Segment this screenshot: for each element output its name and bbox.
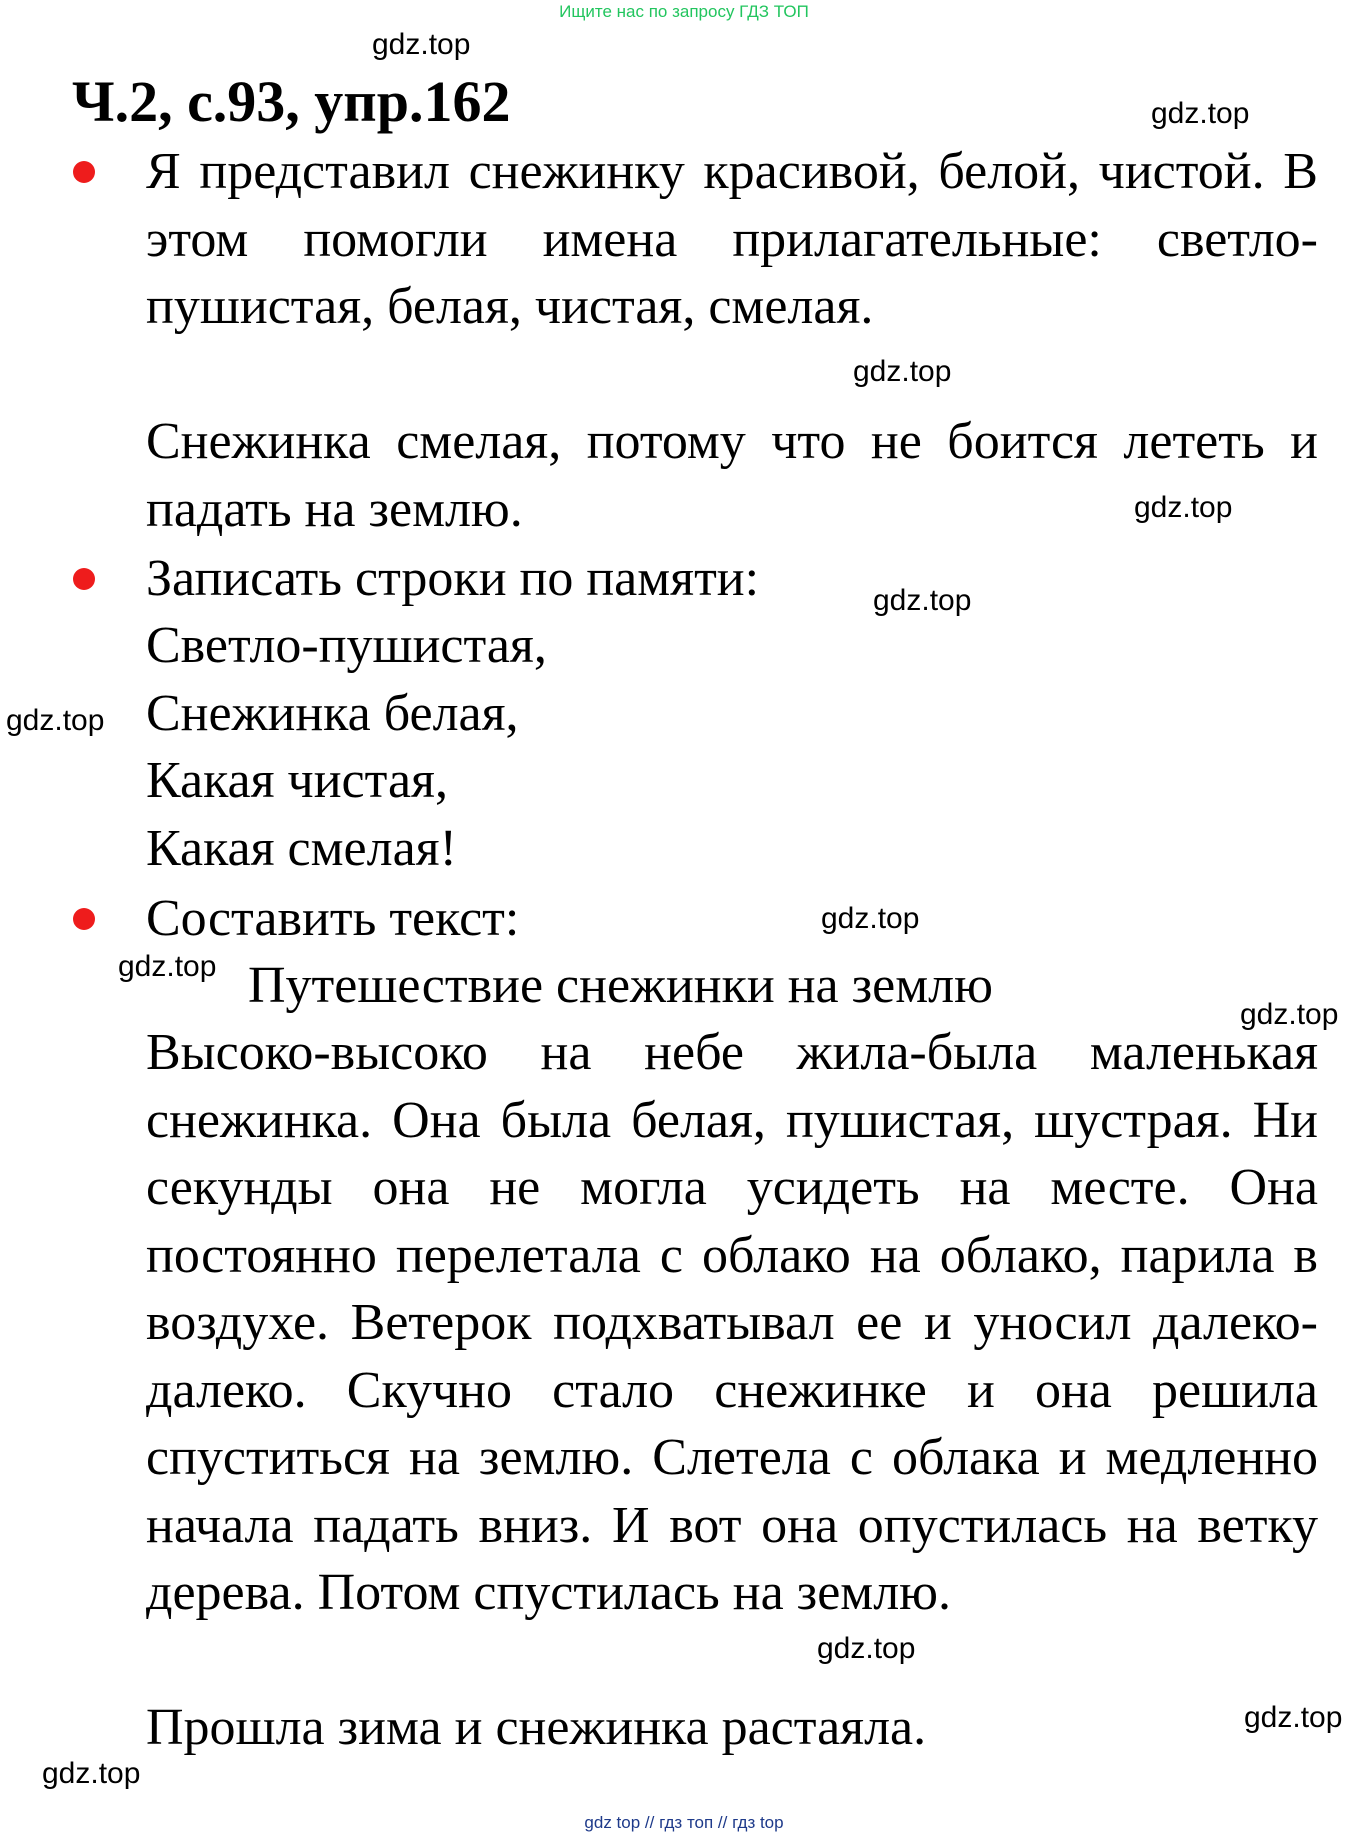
story-text: Высоко-высоко на небе жила-была маленькая снежинка. Она была белая, пушистая, шустрая. Ни секунды она не могла усидеть на месте. Она постоянно перелетала с облако на облако, парила в воздухе. Ветерок подхватывал ее и уносил далеко-далеко. Скучно стало снежинке и она решила спуститься на землю. Слетела с облака и медленно начала падать вниз. И вот она опустилась на ветку дерева. Потом спустилась на землю.: [146, 1024, 1318, 1621]
search-banner[interactable]: Ищите нас по запросу ГДЗ ТОП: [559, 2, 809, 21]
answer-paragraph-1: Я представил снежинку красивой, белой, чистой. В этом помогли имена прилагательные: светло-пушистая, белая, чистая, смелая.: [146, 143, 1318, 335]
footer-links[interactable]: gdz top // гдз топ // гдз top: [584, 1813, 784, 1832]
watermark: gdz.top: [1151, 97, 1250, 130]
answer-paragraph-2: Снежинка смелая, потому что не боится лететь и падать на землю.: [146, 413, 1318, 538]
watermark: gdz.top: [1134, 491, 1233, 524]
watermark: gdz.top: [118, 950, 217, 983]
watermark: gdz.top: [1240, 998, 1339, 1031]
bullet-icon: [73, 568, 95, 590]
story-title: Путешествие снежинки на землю: [248, 957, 993, 1014]
page-title: Ч.2, с.93, упр.162: [72, 69, 511, 134]
bullet-icon: [73, 161, 95, 183]
watermark: gdz.top: [6, 704, 105, 737]
memory-line-4: Какая смелая!: [146, 820, 457, 877]
watermark: gdz.top: [42, 1757, 141, 1790]
watermark: gdz.top: [853, 355, 952, 388]
watermark: gdz.top: [1244, 1701, 1343, 1734]
bullet-icon: [73, 908, 95, 930]
watermark: gdz.top: [873, 584, 972, 617]
memory-heading: Записать строки по памяти:: [146, 550, 760, 607]
watermark: gdz.top: [821, 902, 920, 935]
watermark: gdz.top: [817, 1632, 916, 1665]
memory-line-3: Какая чистая,: [146, 752, 448, 809]
memory-line-1: Светло-пушистая,: [146, 617, 547, 674]
memory-line-2: Снежинка белая,: [146, 685, 519, 742]
watermark: gdz.top: [372, 28, 471, 61]
compose-heading: Составить текст:: [146, 890, 520, 947]
story-ending: Прошла зима и снежинка растаяла.: [146, 1699, 927, 1756]
